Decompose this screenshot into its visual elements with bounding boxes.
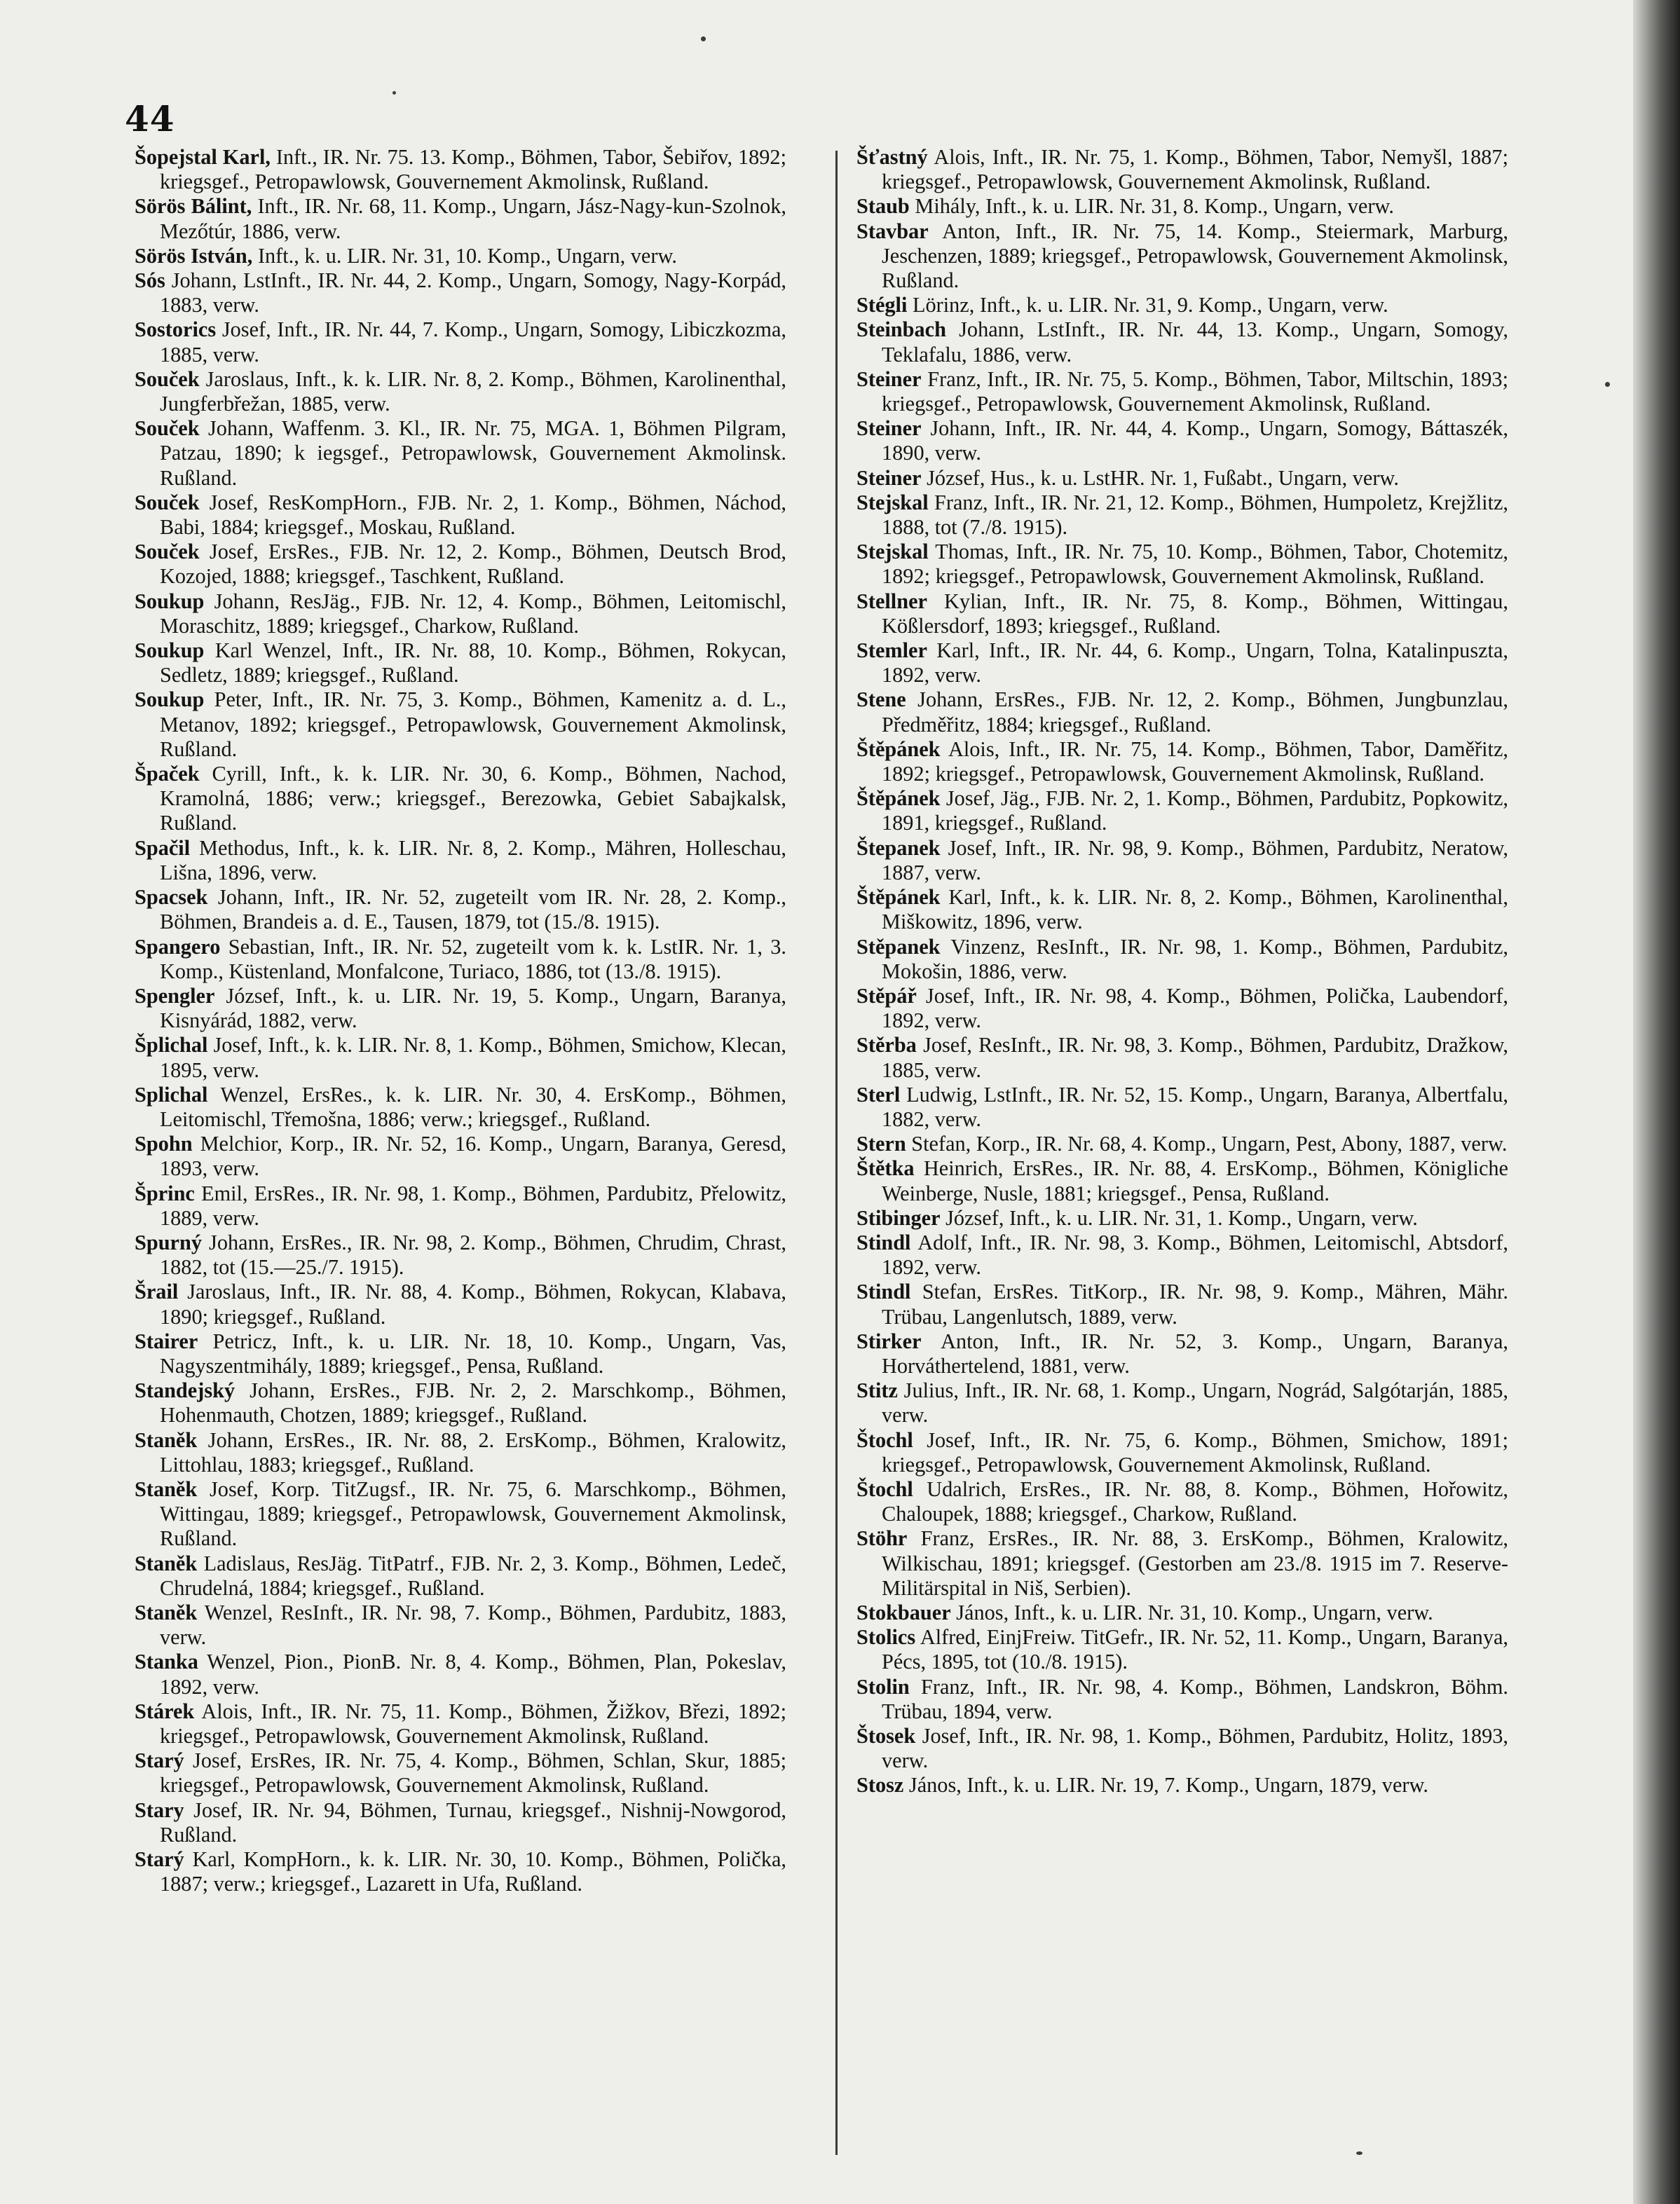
entry-surname: Soukup — [135, 638, 205, 663]
entry-details: Vinzenz, ResInft., IR. Nr. 98, 1. Komp., Böhmen, Pardubitz, Mokošin, 1886, verw. — [882, 934, 1509, 983]
directory-entry — [135, 268, 786, 317]
directory-entry — [856, 1675, 1508, 1724]
entry-surname: Souček — [135, 540, 200, 564]
entry-details: Franz, ErsRes., IR. Nr. 88, 3. ErsKomp., Böhmen, Kralowitz, Wilkischau, 1891; kriegsgef. (Gestorben am 23./8. 1915 im 7. Reserve-Militärspital in Niš, Serbien). — [882, 1526, 1508, 1600]
directory-entry — [135, 1699, 786, 1748]
entry-surname: Staub — [856, 194, 910, 219]
entry-surname: Šrail — [135, 1280, 179, 1304]
entry-surname: Šprinc — [135, 1181, 195, 1205]
entry-surname: Štepanek — [856, 835, 941, 860]
directory-entry — [135, 1798, 786, 1847]
directory-entry — [856, 984, 1508, 1033]
entry-surname: Stöhr — [856, 1526, 908, 1551]
right-column — [856, 145, 1508, 1798]
entry-details: József, Hus., k. u. LstHR. Nr. 1, Fußabt., Ungarn, verw. — [927, 465, 1399, 490]
entry-details: Josef, Korp. TitZugsf., IR. Nr. 75, 6. Marschkomp., Böhmen, Wittingau, 1889; kriegsgef., Petropawlowsk, Gouvernement Akmolinsk, Rußland. — [160, 1477, 787, 1551]
entry-details: Stefan, Korp., IR. Nr. 68, 4. Komp., Ungarn, Pest, Abony, 1887, verw. — [911, 1132, 1508, 1156]
entry-details: Josef, Jäg., FJB. Nr. 2, 1. Komp., Böhmen, Pardubitz, Popkowitz, 1891, kriegsgef., Rußland. — [882, 786, 1509, 835]
entry-details: Wenzel, Pion., PionB. Nr. 8, 4. Komp., Böhmen, Plan, Pokeslav, 1892, verw. — [160, 1650, 786, 1699]
entry-details: Johann, ErsRes., IR. Nr. 98, 2. Komp., Böhmen, Chrudim, Chrast, 1882, tot (15.—25./7. 1915). — [160, 1230, 787, 1280]
entry-surname: Štěpánek — [856, 885, 941, 910]
entry-surname: Stindl — [856, 1280, 911, 1304]
entry-surname: Spohn — [135, 1132, 193, 1156]
directory-entry — [135, 194, 786, 243]
entry-surname: Stosz — [856, 1773, 904, 1798]
directory-entry — [135, 762, 786, 836]
directory-entry — [856, 367, 1508, 416]
directory-entry — [135, 244, 786, 268]
directory-entry — [135, 1033, 786, 1082]
directory-entry — [135, 145, 786, 194]
directory-entry — [135, 1182, 786, 1231]
entry-details: Petricz, Inft., k. u. LIR. Nr. 18, 10. Komp., Ungarn, Vas, Nagyszentmihály, 1889; kriegsgef., Pensa, Rußland. — [160, 1329, 786, 1378]
entry-surname: Souček — [135, 367, 200, 391]
entry-surname: Soukup — [135, 589, 205, 613]
entry-details: Franz, Inft., IR. Nr. 75, 5. Komp., Böhmen, Tabor, Miltschin, 1893; kriegsgef., Petropawlowsk, Gouvernement Akmolinsk, Rußland. — [882, 367, 1508, 416]
directory-entry — [135, 885, 786, 934]
entry-details: Josef, ErsRes., FJB. Nr. 12, 2. Komp., Böhmen, Deutsch Brod, Kozojed, 1888; kriegsgef., Taschkent, Rußland. — [160, 540, 786, 589]
directory-entry — [135, 1477, 786, 1552]
entry-surname: Steiner — [856, 367, 922, 391]
entry-surname: Stanka — [135, 1650, 198, 1674]
entry-surname: Stolin — [856, 1674, 910, 1699]
directory-entry — [856, 1477, 1508, 1526]
entry-details: Johann, ErsRes., FJB. Nr. 12, 2. Komp., Böhmen, Jungbunzlau, Předměřitz, 1884; kriegsgef., Rußland. — [882, 687, 1508, 737]
directory-entry — [856, 1033, 1508, 1082]
entry-surname: Steinbach — [856, 317, 946, 342]
entry-surname: Steiner — [856, 416, 922, 441]
entry-details: Karl, KompHorn., k. k. LIR. Nr. 30, 10. Komp., Böhmen, Polička, 1887; verw.; kriegsgef., Lazarett in Ufa, Rußland. — [160, 1847, 786, 1896]
directory-entry — [856, 1724, 1508, 1773]
directory-entry — [135, 1428, 786, 1477]
entry-surname: Sörös István, — [135, 243, 253, 268]
entry-surname: Staněk — [135, 1428, 198, 1452]
entry-details: Josef, Inft., k. k. LIR. Nr. 8, 1. Komp., Böhmen, Smichow, Klecan, 1895, verw. — [160, 1033, 787, 1082]
entry-details: János, Inft., k. u. LIR. Nr. 19, 7. Komp., Ungarn, 1879, verw. — [908, 1773, 1428, 1798]
entry-surname: Stokbauer — [856, 1600, 951, 1624]
entry-surname: Sós — [135, 268, 165, 293]
entry-details: Anton, Inft., IR. Nr. 52, 3. Komp., Ungarn, Baranya, Horváthertelend, 1881, verw. — [882, 1329, 1508, 1378]
entry-surname: Stégli — [856, 293, 908, 317]
entry-surname: Spačil — [135, 835, 191, 860]
entry-details: Alois, Inft., IR. Nr. 75, 11. Komp., Böhmen, Žižkov, Březi, 1892; kriegsgef., Petropawlowsk, Gouvernement Akmolinsk, Rußland. — [160, 1699, 786, 1748]
entry-details: Julius, Inft., IR. Nr. 68, 1. Komp., Ungarn, Nográd, Salgótarján, 1885, verw. — [882, 1378, 1508, 1428]
directory-entry — [856, 145, 1508, 194]
entry-details: Karl, Inft., k. k. LIR. Nr. 8, 2. Komp., Böhmen, Karolinenthal, Miškowitz, 1896, verw. — [882, 885, 1508, 934]
entry-details: Josef, Inft., IR. Nr. 98, 4. Komp., Böhmen, Polička, Laubendorf, 1892, verw. — [882, 983, 1508, 1033]
directory-entry — [135, 984, 786, 1033]
entry-surname: Spangero — [135, 934, 221, 959]
directory-entry — [135, 540, 786, 589]
directory-entry — [135, 367, 786, 416]
left-column — [135, 145, 786, 1896]
directory-entry — [135, 1601, 786, 1650]
directory-entry — [856, 317, 1508, 367]
entry-details: Ladislaus, ResJäg. TitPatrf., FJB. Nr. 2, 3. Komp., Böhmen, Ledeč, Chrudelná, 1884; kriegsgef., Rußland. — [160, 1551, 786, 1600]
entry-surname: Souček — [135, 490, 200, 514]
directory-entry — [135, 1231, 786, 1280]
entry-surname: Spurný — [135, 1230, 202, 1254]
directory-entry — [856, 194, 1508, 219]
entry-details: János, Inft., k. u. LIR. Nr. 31, 10. Komp., Ungarn, verw. — [956, 1600, 1433, 1624]
directory-entry — [856, 293, 1508, 317]
directory-entry — [856, 1378, 1508, 1428]
directory-entry — [856, 1206, 1508, 1231]
entry-details: Johann, Inft., IR. Nr. 52, zugeteilt vom IR. Nr. 28, 2. Komp., Böhmen, Brandeis a. d. E., Tausen, 1879, tot (15./8. 1915). — [160, 885, 787, 934]
directory-entry — [135, 687, 786, 762]
directory-entry — [856, 1526, 1508, 1601]
directory-entry — [856, 540, 1508, 589]
entry-details: Josef, ResKompHorn., FJB. Nr. 2, 1. Komp., Böhmen, Náchod, Babi, 1884; kriegsgef., Moskau, Rußland. — [160, 490, 787, 540]
entry-details: Alois, Inft., IR. Nr. 75, 14. Komp., Böhmen, Tabor, Daměřitz, 1892; kriegsgef., Petropawlowsk, Gouvernement Akmolinsk, Rußland. — [882, 737, 1508, 786]
entry-surname: Šopejstal Karl, — [135, 145, 271, 169]
directory-entry — [856, 589, 1508, 638]
entry-details: Karl Wenzel, Inft., IR. Nr. 88, 10. Komp., Böhmen, Rokycan, Sedletz, 1889; kriegsgef., Rußland. — [160, 638, 786, 687]
entry-details: Karl, Inft., IR. Nr. 44, 6. Komp., Ungarn, Tolna, Katalinpuszta, 1892, verw. — [882, 638, 1509, 687]
entry-details: Jaroslaus, Inft., k. k. LIR. Nr. 8, 2. Komp., Böhmen, Karolinenthal, Jungferbřežan, 1885, verw. — [160, 367, 786, 416]
entry-surname: Spengler — [135, 983, 215, 1008]
directory-entry — [856, 416, 1508, 465]
entry-surname: Souček — [135, 416, 200, 441]
entry-surname: Stairer — [135, 1329, 198, 1353]
page-edge-shadow — [1633, 0, 1680, 2204]
entry-details: Inft., k. u. LIR. Nr. 31, 10. Komp., Ungarn, verw. — [257, 243, 677, 268]
column-divider — [835, 151, 838, 2155]
directory-entry — [856, 1625, 1508, 1674]
directory-entry — [856, 219, 1508, 294]
entry-surname: Štochl — [856, 1428, 913, 1452]
entry-surname: Sterl — [856, 1082, 901, 1107]
entry-details: Anton, Inft., IR. Nr. 75, 14. Komp., Steiermark, Marburg, Jeschenzen, 1889; kriegsgef., Petropawlowsk, Gouvernement Akmolinsk, Rußland. — [882, 219, 1508, 293]
entry-surname: Stěpanek — [856, 934, 941, 959]
directory-entry — [856, 1329, 1508, 1378]
entry-details: Josef, Inft., IR. Nr. 98, 9. Komp., Böhmen, Pardubitz, Neratow, 1887, verw. — [882, 835, 1508, 884]
entry-surname: Stary — [135, 1798, 184, 1822]
entry-surname: Stene — [856, 687, 906, 712]
directory-entry — [856, 935, 1508, 984]
entry-surname: Stěrba — [856, 1033, 917, 1057]
entry-surname: Standejský — [135, 1378, 235, 1403]
entry-details: József, Inft., k. u. LIR. Nr. 31, 1. Komp., Ungarn, verw. — [945, 1205, 1418, 1230]
entry-surname: Sörös Bálint, — [135, 194, 252, 219]
directory-entry — [856, 1231, 1508, 1280]
directory-entry — [135, 1650, 786, 1699]
entry-surname: Staněk — [135, 1551, 198, 1575]
entry-details: Stefan, ErsRes. TitKorp., IR. Nr. 98, 9. Komp., Mähren, Mähr. Trübau, Langenlutsch, 1889, verw. — [882, 1280, 1508, 1329]
directory-entry — [856, 836, 1508, 885]
directory-entry — [135, 416, 786, 491]
entry-details: Johann, ErsRes., IR. Nr. 88, 2. ErsKomp., Böhmen, Kralowitz, Littohlau, 1883; kriegsgef., Rußland. — [160, 1428, 786, 1477]
entry-surname: Stibinger — [856, 1205, 941, 1230]
entry-details: József, Inft., k. u. LIR. Nr. 19, 5. Komp., Ungarn, Baranya, Kisnyárád, 1882, verw. — [160, 983, 787, 1033]
entry-details: Josef, Inft., IR. Nr. 98, 1. Komp., Böhmen, Pardubitz, Holitz, 1893, verw. — [882, 1724, 1508, 1773]
entry-surname: Stárek — [135, 1699, 195, 1723]
entry-surname: Staněk — [135, 1477, 198, 1501]
directory-entry — [856, 885, 1508, 934]
directory-entry — [856, 491, 1508, 540]
entry-details: Peter, Inft., IR. Nr. 75, 3. Komp., Böhmen, Kamenitz a. d. L., Metanov, 1892; kriegsgef., Petropawlowsk, Gouvernement Akmolinsk, Rußland. — [160, 687, 786, 761]
print-speck — [392, 91, 396, 95]
entry-details: Jaroslaus, Inft., IR. Nr. 88, 4. Komp., Böhmen, Rokycan, Klabava, 1890; kriegsgef., Rußland. — [160, 1280, 787, 1329]
entry-surname: Stemler — [856, 638, 927, 663]
entry-surname: Stern — [856, 1132, 906, 1156]
directory-entry — [856, 1280, 1508, 1329]
directory-entry — [856, 1601, 1508, 1625]
entry-surname: Splichal — [135, 1082, 208, 1107]
entry-details: Franz, Inft., IR. Nr. 21, 12. Komp., Böhmen, Humpoletz, Krejžlitz, 1888, tot (7./8. 1915). — [882, 490, 1509, 540]
entry-details: Josef, ResInft., IR. Nr. 98, 3. Komp., Böhmen, Pardubitz, Dražkow, 1885, verw. — [882, 1033, 1508, 1082]
directory-entry — [135, 317, 786, 367]
entry-details: Josef, Inft., IR. Nr. 44, 7. Komp., Ungarn, Somogy, Libiczkozma, 1885, verw. — [160, 317, 786, 367]
entry-details: Cyrill, Inft., k. k. LIR. Nr. 30, 6. Komp., Böhmen, Nachod, Kramolná, 1886; verw.; kriegsgef., Berezowka, Gebiet Sabajkalsk, Rußland. — [160, 762, 787, 835]
entry-surname: Štěpánek — [856, 786, 941, 811]
entry-details: Josef, IR. Nr. 94, Böhmen, Turnau, kriegsgef., Nishnij-Nowgorod, Rußland. — [160, 1798, 786, 1847]
entry-details: Inft., IR. Nr. 68, 11. Komp., Ungarn, Jász-Nagy-kun-Szolnok, Mezőtúr, 1886, verw. — [160, 194, 787, 243]
directory-entry — [856, 1083, 1508, 1132]
directory-entry — [135, 589, 786, 638]
entry-surname: Staněk — [135, 1600, 198, 1624]
entry-details: Mihály, Inft., k. u. LIR. Nr. 31, 8. Komp., Ungarn, verw. — [915, 194, 1394, 219]
directory-entry — [856, 1773, 1508, 1798]
entry-details: Thomas, Inft., IR. Nr. 75, 10. Komp., Böhmen, Tabor, Chotemitz, 1892; kriegsgef., Petropawlowsk, Gouvernement Akmolinsk, Rußland. — [882, 540, 1509, 589]
entry-details: Udalrich, ErsRes., IR. Nr. 88, 8. Komp., Böhmen, Hořowitz, Chaloupek, 1888; kriegsgef., Charkow, Rußland. — [882, 1477, 1508, 1526]
directory-entry — [135, 1552, 786, 1601]
directory-entry — [135, 638, 786, 687]
directory-entry — [856, 1428, 1508, 1477]
entry-surname: Stejskal — [856, 490, 929, 514]
entry-surname: Šťastný — [856, 145, 928, 169]
entry-surname: Štětka — [856, 1156, 915, 1181]
entry-surname: Starý — [135, 1847, 184, 1872]
entry-details: Methodus, Inft., k. k. LIR. Nr. 8, 2. Komp., Mähren, Holleschau, Lišna, 1896, verw. — [160, 835, 786, 884]
entry-surname: Štochl — [856, 1477, 913, 1501]
directory-entry — [135, 491, 786, 540]
entry-details: Melchior, Korp., IR. Nr. 52, 16. Komp., Ungarn, Baranya, Geresd, 1893, verw. — [160, 1132, 786, 1181]
entry-surname: Špaček — [135, 762, 200, 786]
entry-details: Josef, Inft., IR. Nr. 75, 6. Komp., Böhmen, Smichow, 1891; kriegsgef., Petropawlowsk, Gouvernement Akmolinsk, Rußland. — [882, 1428, 1508, 1477]
directory-entry — [856, 737, 1508, 786]
entry-details: Emil, ErsRes., IR. Nr. 98, 1. Komp., Böhmen, Pardubitz, Přelowitz, 1889, verw. — [160, 1181, 786, 1230]
entry-surname: Spacsek — [135, 885, 208, 910]
entry-details: Wenzel, ErsRes., k. k. LIR. Nr. 30, 4. ErsKomp., Böhmen, Leitomischl, Třemošna, 1886; verw.; kriegsgef., Rußland. — [160, 1082, 786, 1131]
entry-surname: Stitz — [856, 1378, 898, 1403]
entry-surname: Stirker — [856, 1329, 922, 1353]
entry-surname: Štěpánek — [856, 737, 941, 761]
directory-entry — [856, 1132, 1508, 1156]
entry-details: Kylian, Inft., IR. Nr. 75, 8. Komp., Böhmen, Wittingau, Kößlersdorf, 1893; kriegsgef., Rußland. — [882, 589, 1508, 638]
entry-details: Johann, LstInft., IR. Nr. 44, 2. Komp., Ungarn, Somogy, Nagy-Korpád, 1883, verw. — [160, 268, 787, 317]
entry-surname: Soukup — [135, 687, 205, 712]
entry-surname: Sostorics — [135, 317, 217, 342]
entry-surname: Šplichal — [135, 1033, 208, 1057]
directory-entry — [135, 1280, 786, 1329]
directory-entry — [856, 638, 1508, 687]
directory-entry — [856, 1156, 1508, 1205]
directory-entry — [135, 935, 786, 984]
entry-surname: Stolics — [856, 1625, 916, 1650]
entry-details: Sebastian, Inft., IR. Nr. 52, zugeteilt vom k. k. LstIR. Nr. 1, 3. Komp., Küstenland, Monfalcone, Turiaco, 1886, tot (13./8. 1915). — [160, 934, 786, 983]
entry-details: Wenzel, ResInft., IR. Nr. 98, 7. Komp., Böhmen, Pardubitz, 1883, verw. — [160, 1600, 786, 1650]
print-speck — [1356, 2151, 1363, 2155]
directory-entry — [856, 786, 1508, 835]
directory-entry — [135, 1748, 786, 1798]
directory-entry — [856, 466, 1508, 491]
entry-details: Josef, ErsRes, IR. Nr. 75, 4. Komp., Böhmen, Schlan, Skur, 1885; kriegsgef., Petropawlowsk, Gouvernement Akmolinsk, Rußland. — [160, 1748, 786, 1798]
directory-entry — [856, 687, 1508, 737]
entry-details: Heinrich, ErsRes., IR. Nr. 88, 4. ErsKomp., Böhmen, Königliche Weinberge, Nusle, 1881; kriegsgef., Pensa, Rußland. — [882, 1156, 1508, 1205]
entry-details: Lörinz, Inft., k. u. LIR. Nr. 31, 9. Komp., Ungarn, verw. — [912, 293, 1388, 317]
entry-surname: Stindl — [856, 1230, 911, 1254]
entry-details: Inft., IR. Nr. 75. 13. Komp., Böhmen, Tabor, Šebiřov, 1892; kriegsgef., Petropawlowsk, Gouvernement Akmolinsk, Rußland. — [160, 145, 786, 194]
directory-entry — [135, 1847, 786, 1896]
entry-details: Adolf, Inft., IR. Nr. 98, 3. Komp., Böhmen, Leitomischl, Abtsdorf, 1892, verw. — [882, 1230, 1508, 1280]
entry-surname: Stellner — [856, 589, 927, 613]
print-speck — [1605, 382, 1610, 387]
entry-surname: Štosek — [856, 1724, 916, 1748]
directory-entry — [135, 1329, 786, 1378]
directory-entry — [135, 1378, 786, 1428]
page-number: 44 — [125, 98, 175, 139]
entry-details: Johann, ErsRes., FJB. Nr. 2, 2. Marschkomp., Böhmen, Hohenmauth, Chotzen, 1889; kriegsgef., Rußland. — [160, 1378, 786, 1428]
entry-details: Alfred, EinjFreiw. TitGefr., IR. Nr. 52, 11. Komp., Ungarn, Baranya, Pécs, 1895, tot (10./8. 1915). — [882, 1625, 1509, 1674]
entry-details: Johann, Inft., IR. Nr. 44, 4. Komp., Ungarn, Somogy, Báttaszék, 1890, verw. — [882, 416, 1509, 465]
entry-details: Alois, Inft., IR. Nr. 75, 1. Komp., Böhmen, Tabor, Nemyšl, 1887; kriegsgef., Petropawlowsk, Gouvernement Akmolinsk, Rußland. — [882, 145, 1509, 194]
entry-details: Johann, Waffenm. 3. Kl., IR. Nr. 75, MGA. 1, Böhmen Pilgram, Patzau, 1890; k iegsgef., Petropawlowsk, Gouvernement Akmolinsk. Rußland. — [160, 416, 786, 490]
entry-surname: Steiner — [856, 465, 922, 490]
entry-details: Franz, Inft., IR. Nr. 98, 4. Komp., Böhmen, Landskron, Böhm. Trübau, 1894, verw. — [882, 1674, 1508, 1723]
entry-surname: Stejskal — [856, 540, 929, 564]
entry-details: Johann, ResJäg., FJB. Nr. 12, 4. Komp., Böhmen, Leitomischl, Moraschitz, 1889; kriegsgef., Charkow, Rußland. — [160, 589, 787, 638]
entry-surname: Stavbar — [856, 219, 929, 243]
directory-entry — [135, 1132, 786, 1181]
print-speck — [701, 36, 706, 41]
entry-details: Johann, LstInft., IR. Nr. 44, 13. Komp., Ungarn, Somogy, Teklafalu, 1886, verw. — [882, 317, 1508, 367]
entry-details: Ludwig, LstInft., IR. Nr. 52, 15. Komp., Ungarn, Baranya, Albertfalu, 1882, verw. — [882, 1082, 1508, 1131]
directory-entry — [135, 1083, 786, 1132]
entry-surname: Starý — [135, 1748, 184, 1773]
directory-entry — [135, 836, 786, 885]
entry-surname: Stěpář — [856, 983, 917, 1008]
